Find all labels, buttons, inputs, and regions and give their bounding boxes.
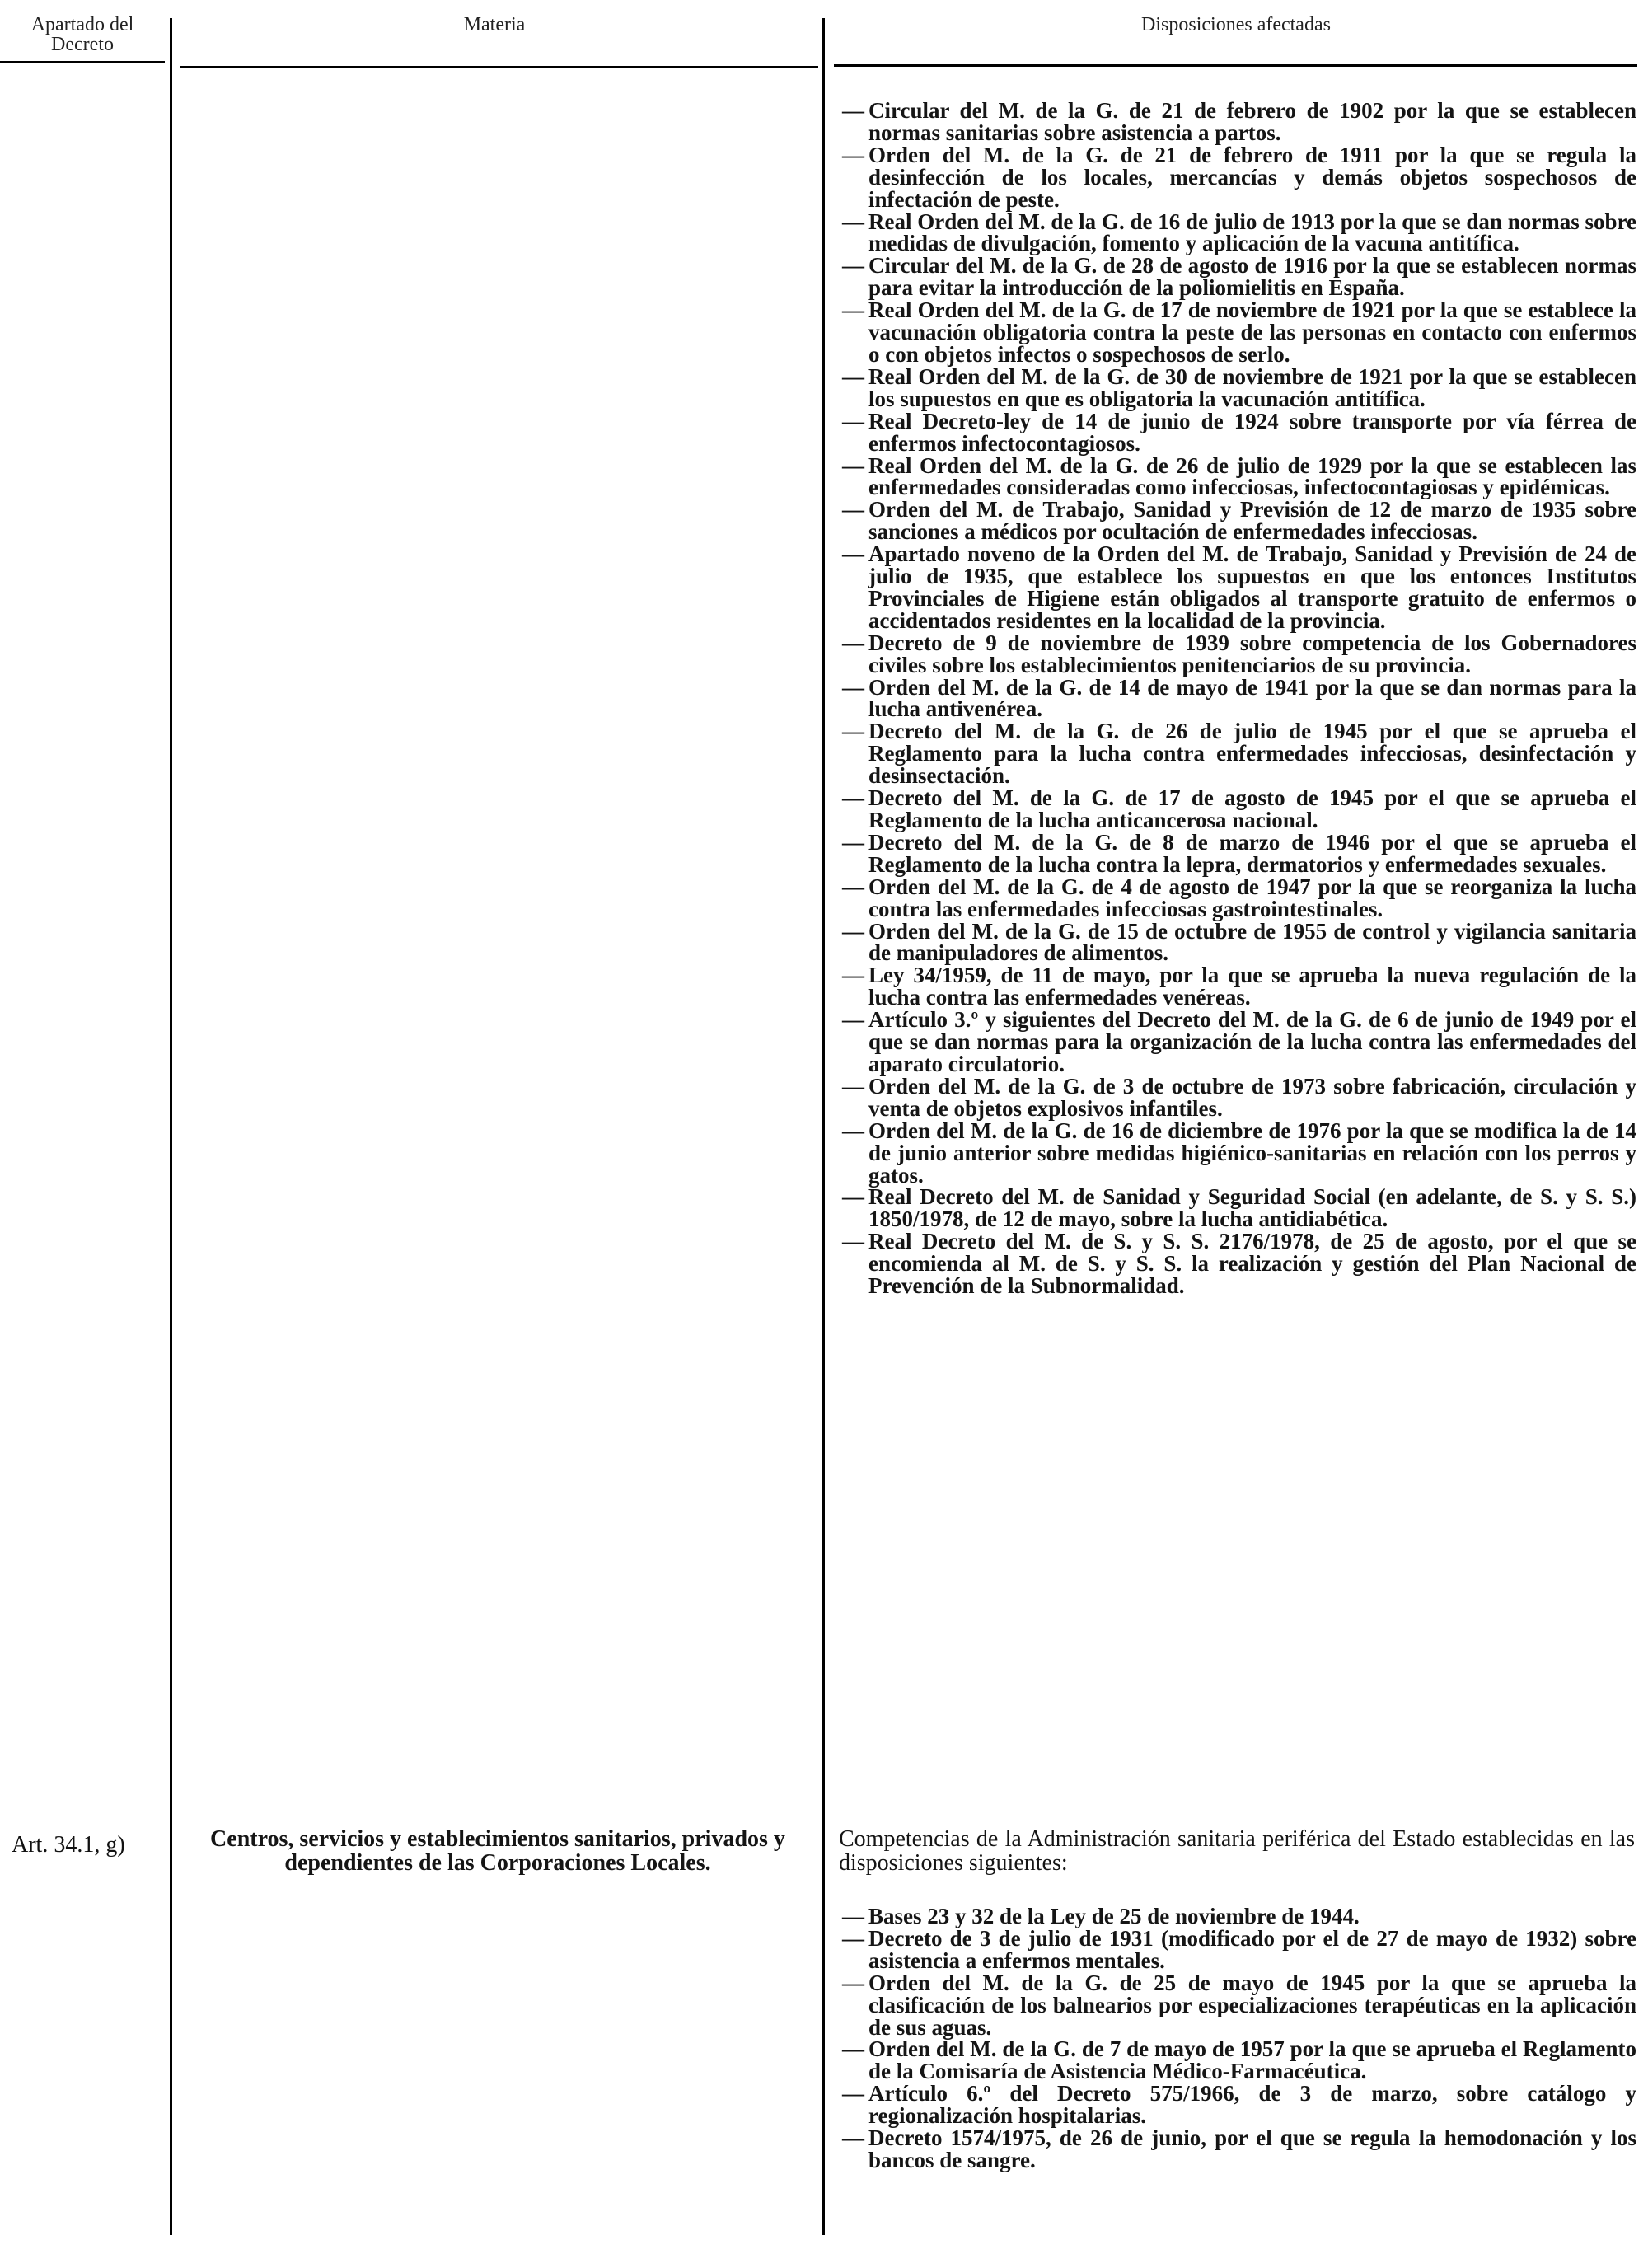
dash-bullet: — bbox=[842, 497, 864, 522]
list-item: — Decreto del M. de la G. de 8 de marzo de 1946 por el que se aprueba el Reglamento de la lucha contra la lepra, dermatorios y enfermedades sexuales. bbox=[842, 829, 1636, 877]
dash-bullet: — bbox=[842, 785, 864, 811]
header-rule-left bbox=[0, 61, 165, 63]
dash-bullet: — bbox=[842, 874, 864, 899]
header-rule-middle bbox=[180, 66, 818, 68]
column-divider-right bbox=[822, 18, 825, 2235]
dash-bullet: — bbox=[842, 674, 864, 700]
dash-bullet: — bbox=[842, 1073, 864, 1099]
dash-bullet: — bbox=[842, 1970, 864, 1995]
dash-bullet: — bbox=[842, 298, 864, 323]
dash-bullet: — bbox=[842, 829, 864, 855]
list-item: — Apartado noveno de la Orden del M. de Trabajo, Sanidad y Previsión de 24 de julio de 1935, que establece los supuestos en que los entonces Institutos Provinciales de Higiene están obligados al transporte gratuito de enfermos o accidentados residentes en la localidad de la provincia. bbox=[842, 541, 1636, 633]
list-item: — Real Orden del M. de la G. de 30 de noviembre de 1921 por la que se establecen los supuestos en que es obligatoria la vacunación antitífica. bbox=[842, 363, 1636, 411]
competencias-intro: Competencias de la Administración sanitaria periférica del Estado establecidas en las disposiciones siguientes: bbox=[839, 1826, 1635, 1876]
list-item: — Artículo 6.º del Decreto 575/1966, de 3 de marzo, sobre catálogo y regionalización hospitalarias. bbox=[842, 2081, 1636, 2129]
dash-bullet: — bbox=[842, 1118, 864, 1143]
list-item: — Orden del M. de Trabajo, Sanidad y Previsión de 12 de marzo de 1935 sobre sanciones a médicos por ocultación de enfermedades infecciosas. bbox=[842, 497, 1636, 545]
list-item: — Real Decreto del M. de S. y S. S. 2176/1978, de 25 de agosto, por el que se encomienda al M. de S. y S. S. la realización y gestión del Plan Nacional de Prevención de la Subnormalidad. bbox=[842, 1229, 1636, 1299]
list-item: — Orden del M. de la G. de 3 de octubre de 1973 sobre fabricación, circulación y venta de objetos explosivos infantiles. bbox=[842, 1073, 1636, 1121]
list-item: — Decreto de 3 de julio de 1931 (modificado por el de 27 de mayo de 1932) sobre asistencia a enfermos mentales. bbox=[842, 1925, 1636, 1973]
dash-bullet: — bbox=[842, 363, 864, 389]
dash-bullet: — bbox=[842, 209, 864, 234]
header-rule-right bbox=[834, 64, 1637, 67]
dispositions-list-2 bbox=[842, 1904, 1636, 2172]
dash-bullet: — bbox=[842, 452, 864, 478]
dash-bullet: — bbox=[842, 1229, 864, 1254]
column-header-disposiciones: Disposiciones afectadas bbox=[1141, 14, 1331, 35]
list-item: — Orden del M. de la G. de 25 de mayo de 1945 por la que se aprueba la clasificación de los balnearios por especializaciones terapéuticas en la aplicación de sus aguas. bbox=[842, 1970, 1636, 2040]
dash-bullet: — bbox=[842, 918, 864, 944]
column-divider-left bbox=[170, 18, 172, 2235]
apartado-reference: Art. 34.1, g) bbox=[12, 1832, 125, 1858]
list-item: — Circular del M. de la G. de 21 de febrero de 1902 por la que se establecen normas sanitarias sobre asistencia a partos. bbox=[842, 98, 1636, 145]
list-item: — Decreto del M. de la G. de 17 de agosto de 1945 por el que se aprueba el Reglamento de la lucha anticancerosa nacional. bbox=[842, 785, 1636, 832]
list-item: — Real Orden del M. de la G. de 16 de julio de 1913 por la que se dan normas sobre medidas de divulgación, fomento y aplicación de la vacuna antitífica. bbox=[842, 209, 1636, 256]
list-item: — Orden del M. de la G. de 4 de agosto de 1947 por la que se reorganiza la lucha contra las enfermedades infecciosas gastrointestinales. bbox=[842, 874, 1636, 921]
list-item: — Decreto de 9 de noviembre de 1939 sobre competencia de los Gobernadores civiles sobre los establecimientos penitenciarios de su provincia. bbox=[842, 630, 1636, 677]
list-item: — Real Orden del M. de la G. de 17 de noviembre de 1921 por la que se establece la vacunación obligatoria contra la peste de las personas en contacto con enfermos o con objetos infectos o sospechosos de serlo. bbox=[842, 298, 1636, 367]
dash-bullet: — bbox=[842, 1904, 864, 1928]
list-item: — Real Decreto-ley de 14 de junio de 1924 sobre transporte por vía férrea de enfermos infectocontagiosos. bbox=[842, 408, 1636, 456]
dash-bullet: — bbox=[842, 719, 864, 744]
list-item: — Orden del M. de la G. de 14 de mayo de 1941 por la que se dan normas para la lucha antivenérea. bbox=[842, 674, 1636, 722]
list-item: — Orden del M. de la G. de 7 de mayo de 1957 por la que se aprueba el Reglamento de la Comisaría de Asistencia Médico-Farmacéutica. bbox=[842, 2036, 1636, 2084]
dash-bullet: — bbox=[842, 1007, 864, 1033]
dash-bullet: — bbox=[842, 1184, 864, 1210]
dash-bullet: — bbox=[842, 142, 864, 167]
dash-bullet: — bbox=[842, 630, 864, 655]
dash-bullet: — bbox=[842, 408, 864, 433]
dash-bullet: — bbox=[842, 2125, 864, 2151]
dispositions-list-1 bbox=[842, 98, 1636, 1299]
list-item: — Artículo 3.º y siguientes del Decreto del M. de la G. de 6 de junio de 1949 por el que se dan normas para la organización de la lucha contra las enfermedades del aparato circulatorio. bbox=[842, 1007, 1636, 1076]
list-item: — Real Decreto del M. de Sanidad y Seguridad Social (en adelante, de S. y S. S.) 1850/1978, de 12 de mayo, sobre la lucha antidiabética. bbox=[842, 1184, 1636, 1232]
dash-bullet: — bbox=[842, 2036, 864, 2062]
list-item: — Bases 23 y 32 de la Ley de 25 de noviembre de 1944. bbox=[842, 1904, 1360, 1928]
list-item: — Ley 34/1959, de 11 de mayo, por la que se aprueba la nueva regulación de la lucha contra las enfermedades venéreas. bbox=[842, 963, 1636, 1010]
list-item: — Orden del M. de la G. de 16 de diciembre de 1976 por la que se modifica la de 14 de junio anterior sobre medidas higiénico-sanitarias en relación con los perros y gatos. bbox=[842, 1118, 1636, 1188]
list-item: — Decreto del M. de la G. de 26 de julio de 1945 por el que se aprueba el Reglamento para la lucha contra enfermedades infecciosas, desinfectación y desinsectación. bbox=[842, 719, 1636, 789]
dash-bullet: — bbox=[842, 253, 864, 279]
dash-bullet: — bbox=[842, 541, 864, 567]
dash-bullet: — bbox=[842, 1925, 864, 1951]
column-header-apartado: Apartado del Decreto bbox=[30, 14, 134, 55]
list-item: — Real Orden del M. de la G. de 26 de julio de 1929 por la que se establecen las enfermedades consideradas como infecciosas, infectocontagiosas y epidémicas. bbox=[842, 452, 1636, 500]
list-item: — Orden del M. de la G. de 15 de octubre de 1955 de control y vigilancia sanitaria de manipuladores de alimentos. bbox=[842, 918, 1636, 966]
list-item: — Decreto 1574/1975, de 26 de junio, por el que se regula la hemodonación y los bancos de sangre. bbox=[842, 2125, 1636, 2172]
dash-bullet: — bbox=[842, 98, 864, 123]
column-header-materia: Materia bbox=[463, 14, 526, 35]
list-item: — Orden del M. de la G. de 21 de febrero de 1911 por la que se regula la desinfección de los locales, mercancías y demás objetos sospechosos de infectación de peste. bbox=[842, 142, 1636, 212]
materia-description: Centros, servicios y establecimientos sanitarios, privados y dependientes de las Corporaciones Locales. bbox=[210, 1826, 785, 1876]
dash-bullet: — bbox=[842, 963, 864, 988]
list-item: — Circular del M. de la G. de 28 de agosto de 1916 por la que se establecen normas para evitar la introducción de la poliomielitis en España. bbox=[842, 253, 1636, 301]
dash-bullet: — bbox=[842, 2081, 864, 2106]
